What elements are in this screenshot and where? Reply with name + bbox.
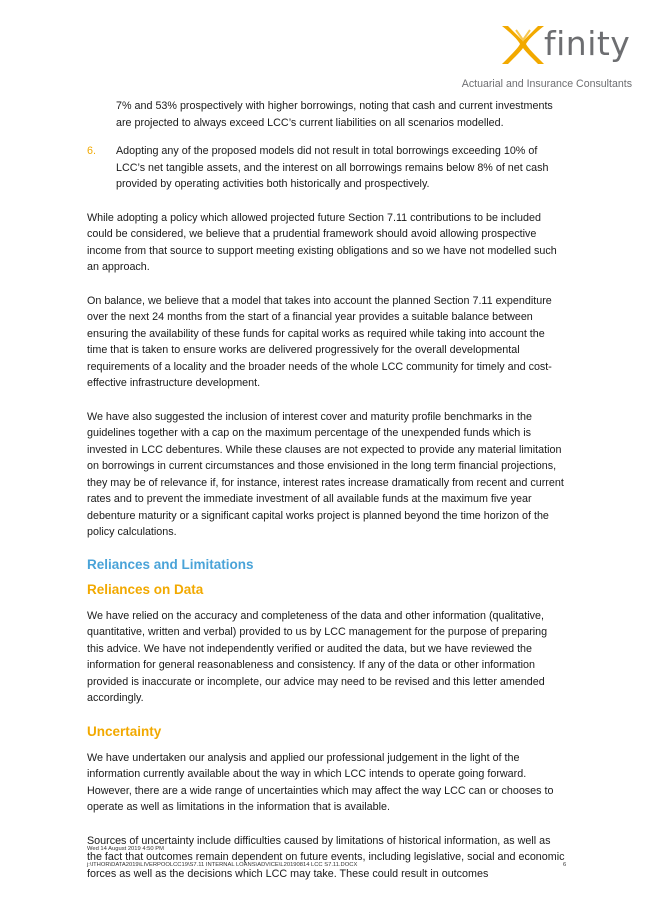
list-item-continuation: 7% and 53% prospectively with higher borrowings, noting that cash and current investments are projected to always exceed LCC’s current liabilities on all scenarios modelled. [116, 100, 553, 129]
list-number: 6. [87, 145, 96, 157]
paragraph: We have also suggested the inclusion of interest cover and maturity profile benchmarks in the guidelines together with a cap on the maximum percentage of the unexpended funds which is invested in LCC debentures. While these clauses are not expected to provide any material limitation on borrowings in current circumstances and those envisioned in the long term financial projections, they may be of relevance if, for instance, interest rates increase dramatically from recent and current rates and to prevent the immediate investment of all available funds at the maximum five year debenture maturity or a significant capital works project is planned beyond the time horizon of the policy calculations. [87, 410, 564, 538]
tagline: Actuarial and Insurance Consultants [461, 78, 632, 90]
footer-date: Wed 14 August 2019 4:50 PM [87, 846, 164, 852]
paragraph: While adopting a policy which allowed projected future Section 7.11 contributions to be included could be considered, we believe that a prudential framework should avoid allowing prospective income from that source to support meeting existing obligations and so we have not modelled such an approach. [87, 211, 557, 273]
footer-file-path: j:\ITHOR\DATA2019\LIVERPOOLCC19\S7.11 INTERNAL LOANS\ADVICE\L20190814 LCC S7.11.DOCX [87, 862, 358, 868]
paragraph: We have undertaken our analysis and applied our professional judgement in the light of the information currently available about the way in which LCC intends to operate going forward. However, there are a wide range of uncertainties which may affect the way LCC can or chooses to operate as well as limitations in the information that is available. [87, 751, 554, 813]
paragraph: We have relied on the accuracy and completeness of the data and other information (qualitative, quantitative, written and verbal) provided to us by LCC management for the purpose of preparing this advice. We have not independently verified or audited the data, but we have reviewed the information for general reasonableness and consistency. If any of the data or other information provided is inaccurate or incomplete, our advice may need to be revised and this letter amended accordingly. [87, 609, 548, 704]
subsection-heading: Uncertainty [87, 723, 162, 739]
section-heading: Reliances and Limitations [87, 556, 254, 572]
page-number: 6 [563, 862, 567, 868]
list-item-text: Adopting any of the proposed models did not result in total borrowings exceeding 10% of LCC’s net tangible assets, and the interest on all borrowings remains below 8% of net cash provided by operating activities both historically and prospectively. [116, 145, 549, 190]
logo-wordmark: finity [544, 24, 631, 63]
document-body [87, 96, 565, 882]
paragraph: On balance, we believe that a model that takes into account the planned Section 7.11 expenditure over the next 24 months from the start of a financial year provides a suitable balance between ensuring the availability of these funds for capital works as required while taking into account the time that is taken to ensure works are delivered progressively for the overall developmental requirements of a locality and the broader needs of the whole LCC community for timely and cost-effective infrastructure development. [87, 294, 552, 389]
paragraph: Sources of uncertainty include difficulties caused by limitations of historical information, as well as the fact that outcomes remain dependent on future events, including legislative, social and economic forces as well as the decisions which LCC may take. These could result in outcomes [87, 834, 565, 880]
list-item-6 [87, 143, 565, 193]
subsection-heading: Reliances on Data [87, 581, 204, 597]
